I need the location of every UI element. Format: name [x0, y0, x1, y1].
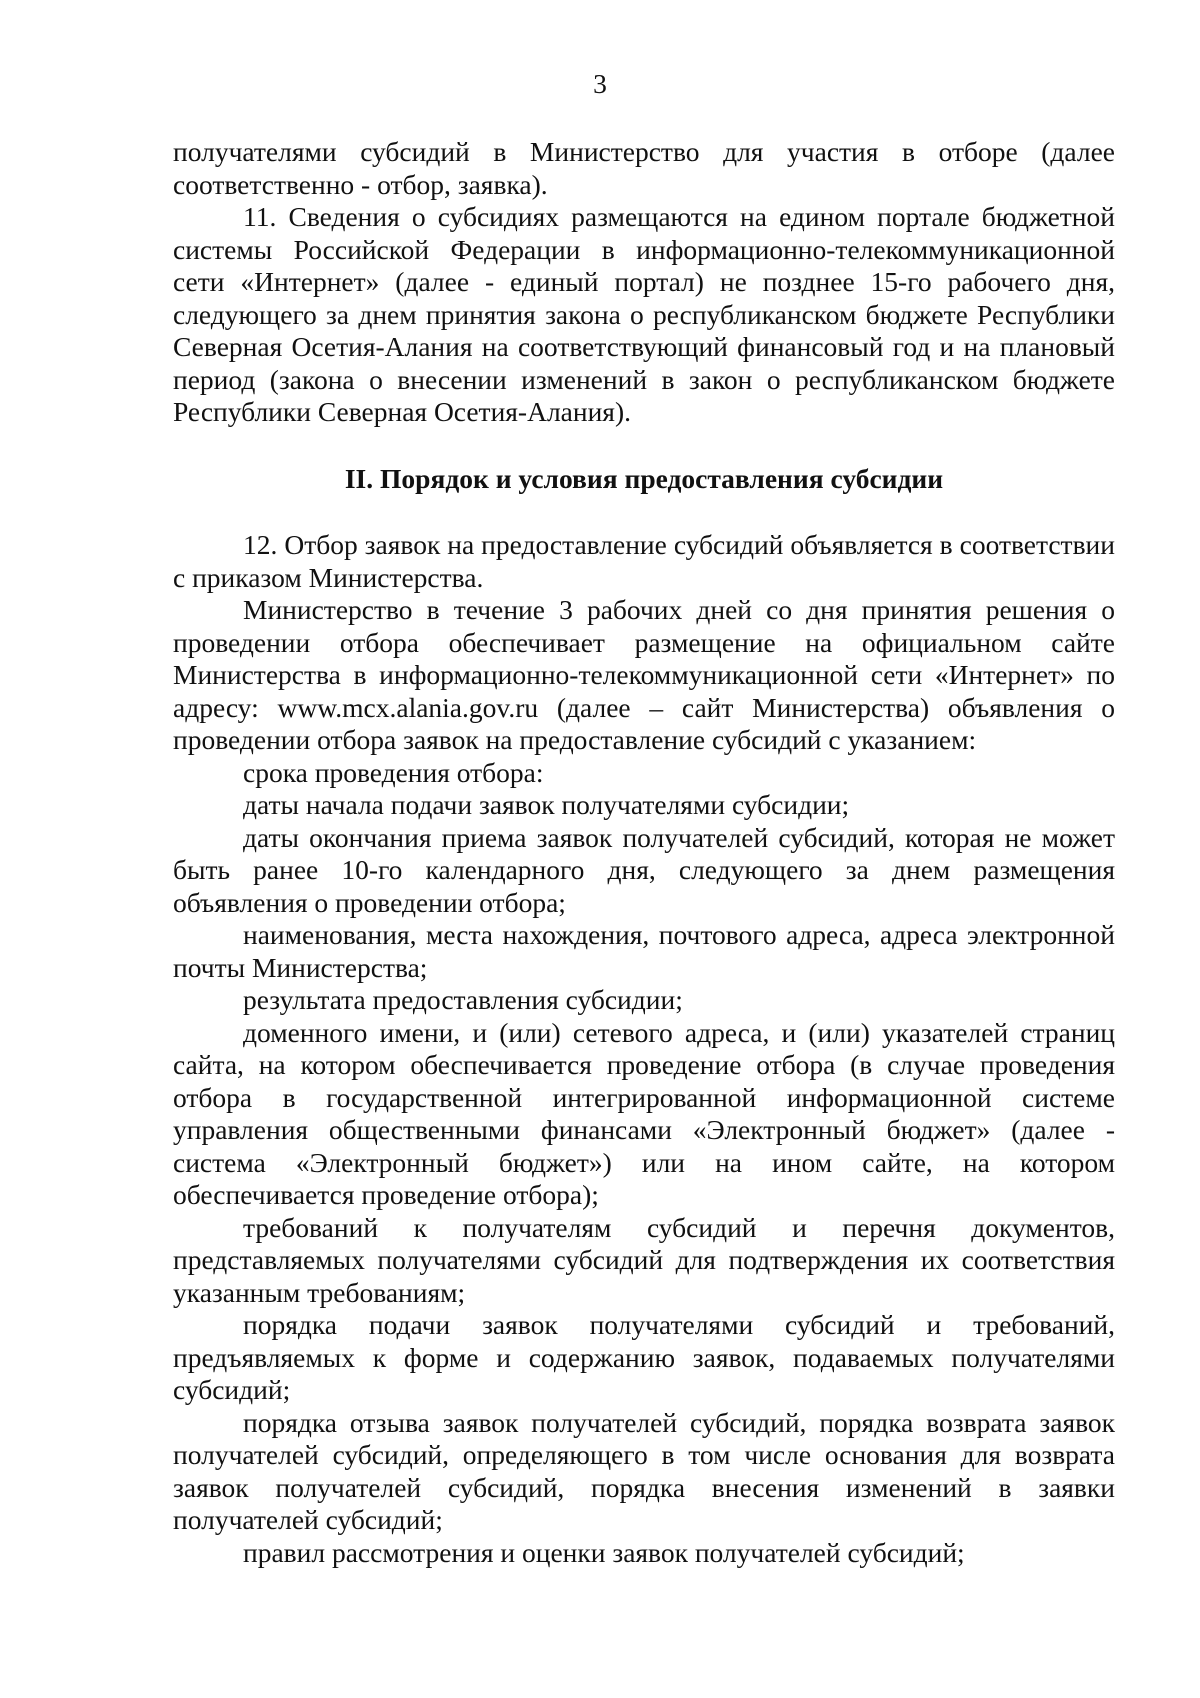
paragraph: Министерство в течение 3 рабочих дней со дня принятия решения о проведении отбора обеспечивает размещение на официальном сайте Министерства в информационно-телекоммуникационной сети «Интернет» по адресу: www.mcx.alania.gov.ru (далее – сайт Министерства) объявления о проведении отбора заявок на предоставление субсидий с указанием:: [173, 594, 1115, 755]
list-item: наименования, места нахождения, почтового адреса, адреса электронной почты Министерства;: [173, 919, 1115, 983]
section-heading: II. Порядок и условия предоставления субсидии: [344, 462, 944, 494]
list-item: порядка подачи заявок получателями субсидий и требований, предъявляемых к форме и содержанию заявок, подаваемых получателями субсидий;: [173, 1309, 1115, 1405]
list-item: результата предоставления субсидии;: [243, 984, 683, 1015]
list-item: требований к получателям субсидий и перечня документов, представляемых получателями субсидий для подтверждения их соответствия указанным требованиям;: [173, 1211, 1115, 1308]
paragraph-continuation: получателями субсидий в Министерство для участия в отборе (далее соответственно - отбор, заявка).: [173, 136, 1115, 200]
list-item: срока проведения отбора:: [243, 756, 544, 788]
list-item: порядка отзыва заявок получателей субсидий, порядка возврата заявок получателей субсидий, определяющего в том числе основания для возврата заявок получателей субсидий, порядка внесения изменений в заявки получателей субсидий;: [173, 1406, 1115, 1535]
page-number: 3: [593, 68, 607, 99]
list-item: доменного имени, и (или) сетевого адреса, и (или) указателей страниц сайта, на котором обеспечивается проведение отбора (в случае проведения отбора в государственной интегрированной информационной системе управления общественными финансами «Электронный бюджет» (далее - система «Электронный бюджет») или на ином сайте, на котором обеспечивается проведение отбора);: [173, 1016, 1115, 1210]
list-item: даты начала подачи заявок получателями субсидии;: [243, 789, 850, 820]
document-body: [173, 136, 1115, 1569]
paragraph-item-11: 11. Сведения о субсидиях размещаются на едином портале бюджетной системы Российской Федерации в информационно-телекоммуникационной сети «Интернет» (далее - единый портал) не позднее 15-го рабочего дня, следующего за днем принятия закона о республиканском бюджете Республики Северная Осетия-Алания на соответствующий финансовый год и на плановый период (закона о внесении изменений в закон о республиканском бюджете Республики Северная Осетия-Алания).: [173, 201, 1115, 427]
paragraph-item-12: 12. Отбор заявок на предоставление субсидий объявляется в соответствии с приказом Министерства.: [173, 529, 1115, 593]
list-item: даты окончания приема заявок получателей субсидий, которая не может быть ранее 10-го календарного дня, следующего за днем размещения объявления о проведении отбора;: [173, 821, 1115, 918]
list-item: правил рассмотрения и оценки заявок получателей субсидий;: [243, 1536, 965, 1568]
